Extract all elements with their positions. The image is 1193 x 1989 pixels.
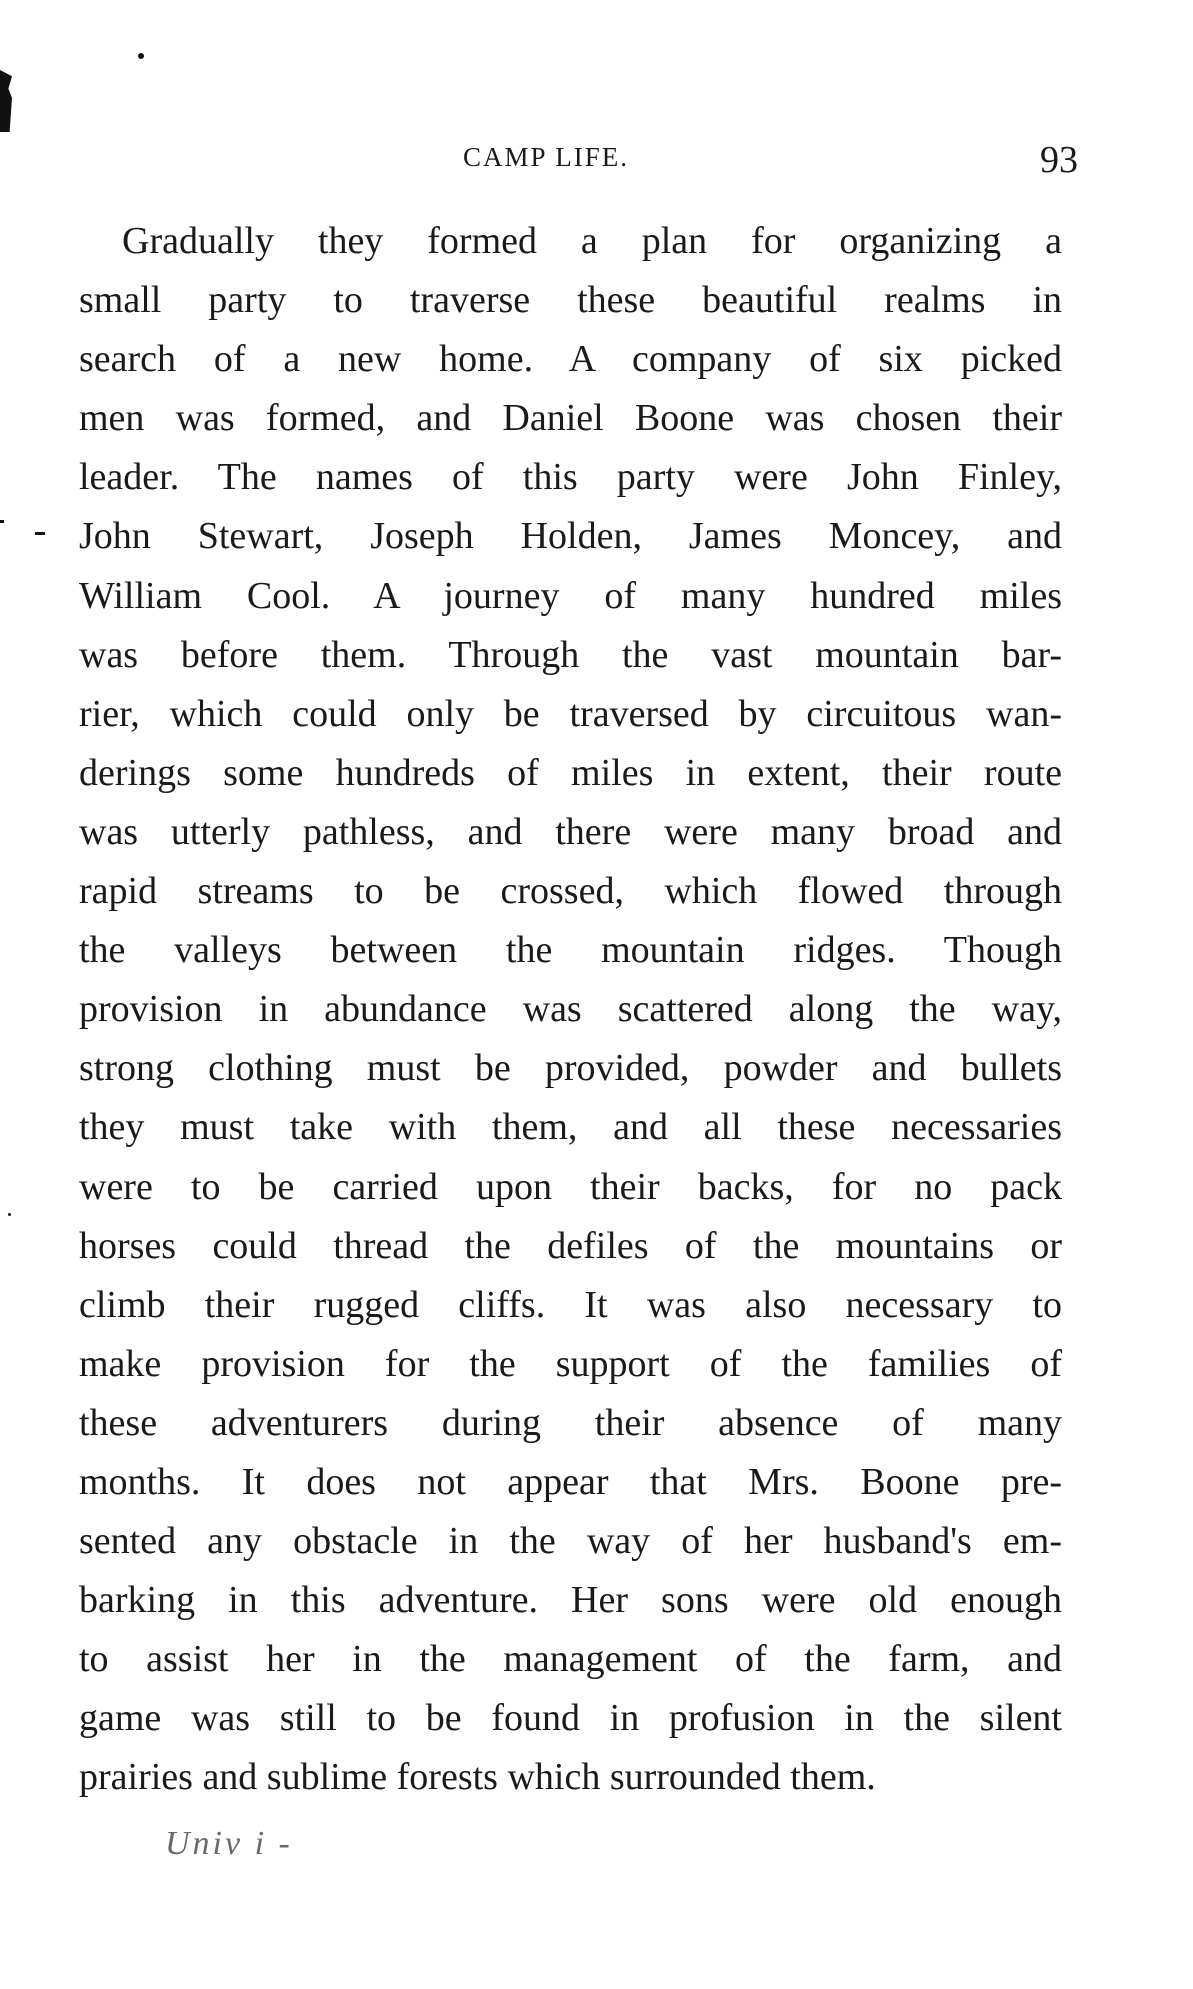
text-line: horses could thread the defiles of the mountains or — [79, 1224, 1062, 1267]
text-line: the valleys between the mountain ridges. Though — [79, 929, 1062, 972]
text-line: they must take with them, and all these necessaries — [79, 1106, 1062, 1149]
text-line: sented any obstacle in the way of her husband's em- — [79, 1520, 1062, 1563]
text-line: was before them. Through the vast mountain bar- — [79, 633, 1062, 676]
body-text — [79, 212, 1062, 1808]
text-line: game was still to be found in profusion in the silent — [79, 1697, 1062, 1740]
margin-dot-mark-lower — [8, 1213, 11, 1216]
page-number: 93 — [1040, 139, 1078, 181]
text-line: search of a new home. A company of six picked — [79, 338, 1062, 381]
margin-bracket-mark — [0, 70, 12, 132]
text-line: derings some hundreds of miles in extent, their route — [79, 751, 1062, 794]
text-line: men was formed, and Daniel Boone was chosen their — [79, 397, 1062, 440]
running-title: CAMP LIFE. — [463, 142, 630, 172]
text-line: prairies and sublime forests which surrounded them. — [79, 1756, 876, 1799]
text-line: these adventurers during their absence of many — [79, 1401, 1062, 1444]
text-line: climb their rugged cliffs. It was also necessary to — [79, 1283, 1062, 1326]
margin-tick-mark — [0, 520, 4, 523]
text-line: was utterly pathless, and there were many broad and — [79, 810, 1062, 853]
text-line: were to be carried upon their backs, for no pack — [79, 1165, 1062, 1208]
text-line: John Stewart, Joseph Holden, James Moncey, and — [79, 515, 1062, 558]
text-line: Gradually they formed a plan for organizing a — [122, 220, 1062, 262]
text-line: strong clothing must be provided, powder and bullets — [79, 1047, 1062, 1090]
margin-dot-mark — [138, 53, 144, 59]
text-line: rier, which could only be traversed by circuitous wan- — [79, 692, 1062, 735]
text-line: make provision for the support of the families of — [79, 1342, 1062, 1385]
margin-dash-mark — [35, 532, 45, 535]
text-line: months. It does not appear that Mrs. Boone pre- — [79, 1460, 1062, 1503]
text-line: William Cool. A journey of many hundred miles — [79, 574, 1062, 617]
text-line: to assist her in the management of the farm, and — [79, 1638, 1062, 1681]
text-line: small party to traverse these beautiful realms in — [79, 279, 1062, 322]
text-line: barking in this adventure. Her sons were old enough — [79, 1579, 1062, 1622]
running-head — [0, 138, 1193, 188]
text-line: provision in abundance was scattered along the way, — [79, 988, 1062, 1031]
library-stamp: Univ i - — [165, 1825, 293, 1862]
text-line: rapid streams to be crossed, which flowed through — [79, 870, 1062, 913]
text-line: leader. The names of this party were John Finley, — [79, 456, 1062, 499]
